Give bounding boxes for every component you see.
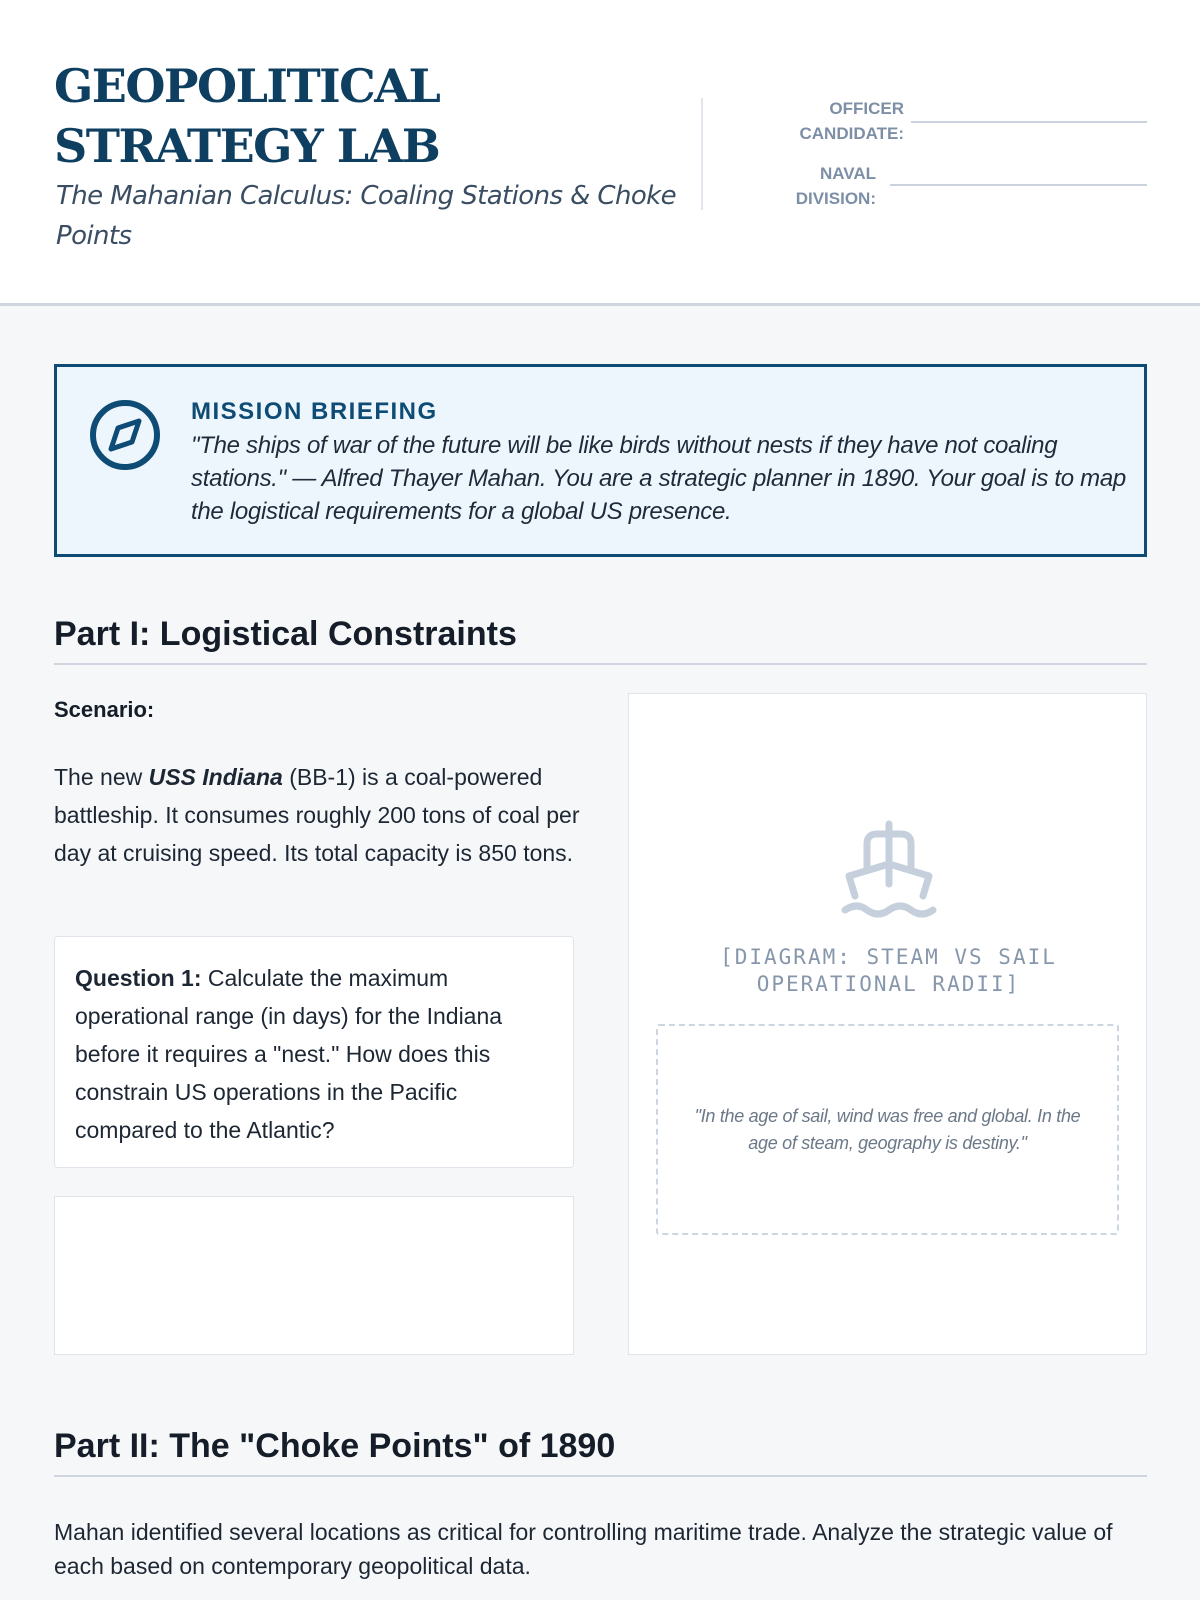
quote-box <box>656 1024 1119 1235</box>
question-1-body: Calculate the maximum operational range (in days) for the Indiana before it requires a "nest." How does this constrain US operations in the Pacific compared to the Atlantic? <box>75 965 503 1143</box>
naval-division-label: NAVAL DIVISION: <box>795 164 876 208</box>
scenario-text-end: (BB-1) is a coal-powered battleship. It consumes roughly 200 tons of coal per day at cruising speed. Its total capacity is 850 tons. <box>54 764 580 866</box>
diagram-card <box>628 693 1147 1355</box>
ship-name: USS Indiana <box>148 764 283 790</box>
question-1-text <box>75 959 553 1149</box>
part1-title: Part I: Logistical Constraints <box>54 615 517 653</box>
briefing-text: "The ships of war of the future will be like birds without nests if they have not coaling stations." — Alfred Thayer Mahan. You are a strategic planner in 1890. Your goal is to map the logistical requirements for a global US presence. <box>191 432 1126 525</box>
scenario-text-start: The new <box>54 764 149 790</box>
diagram-label: [DIAGRAM: STEAM VS SAIL OPERATIONAL RADII] <box>720 945 1057 996</box>
officer-candidate-field[interactable] <box>911 121 1147 123</box>
mission-briefing-card <box>54 364 1147 557</box>
header-divider <box>701 98 703 210</box>
question-1-label: Question 1: <box>75 965 202 991</box>
question-1-card <box>54 936 574 1168</box>
briefing-title: MISSION BRIEFING <box>191 398 438 425</box>
page-subtitle: The Mahanian Calculus: Coaling Stations & Choke Points <box>56 181 676 251</box>
compass-icon <box>87 397 163 473</box>
diagram-quote: "In the age of sail, wind was free and global. In the age of steam, geography is destiny." <box>694 1105 1081 1153</box>
page-title: GEOPOLITICAL STRATEGY LAB <box>54 59 440 173</box>
officer-candidate-label: OFFICER CANDIDATE: <box>799 99 904 143</box>
part2-divider <box>54 1475 1147 1477</box>
part2-title: Part II: The "Choke Points" of 1890 <box>54 1427 616 1465</box>
question-1-answer-box[interactable] <box>54 1196 574 1355</box>
scenario-label: Scenario: <box>54 697 155 722</box>
ship-icon <box>837 814 941 918</box>
page-header <box>0 0 1200 306</box>
part2-intro: Mahan identified several locations as critical for controlling maritime trade. Analyze the strategic value of each based on contemporary geopolitical data. <box>54 1519 1113 1579</box>
part1-divider <box>54 663 1147 665</box>
naval-division-field[interactable] <box>890 184 1147 186</box>
scenario-text <box>54 758 584 872</box>
